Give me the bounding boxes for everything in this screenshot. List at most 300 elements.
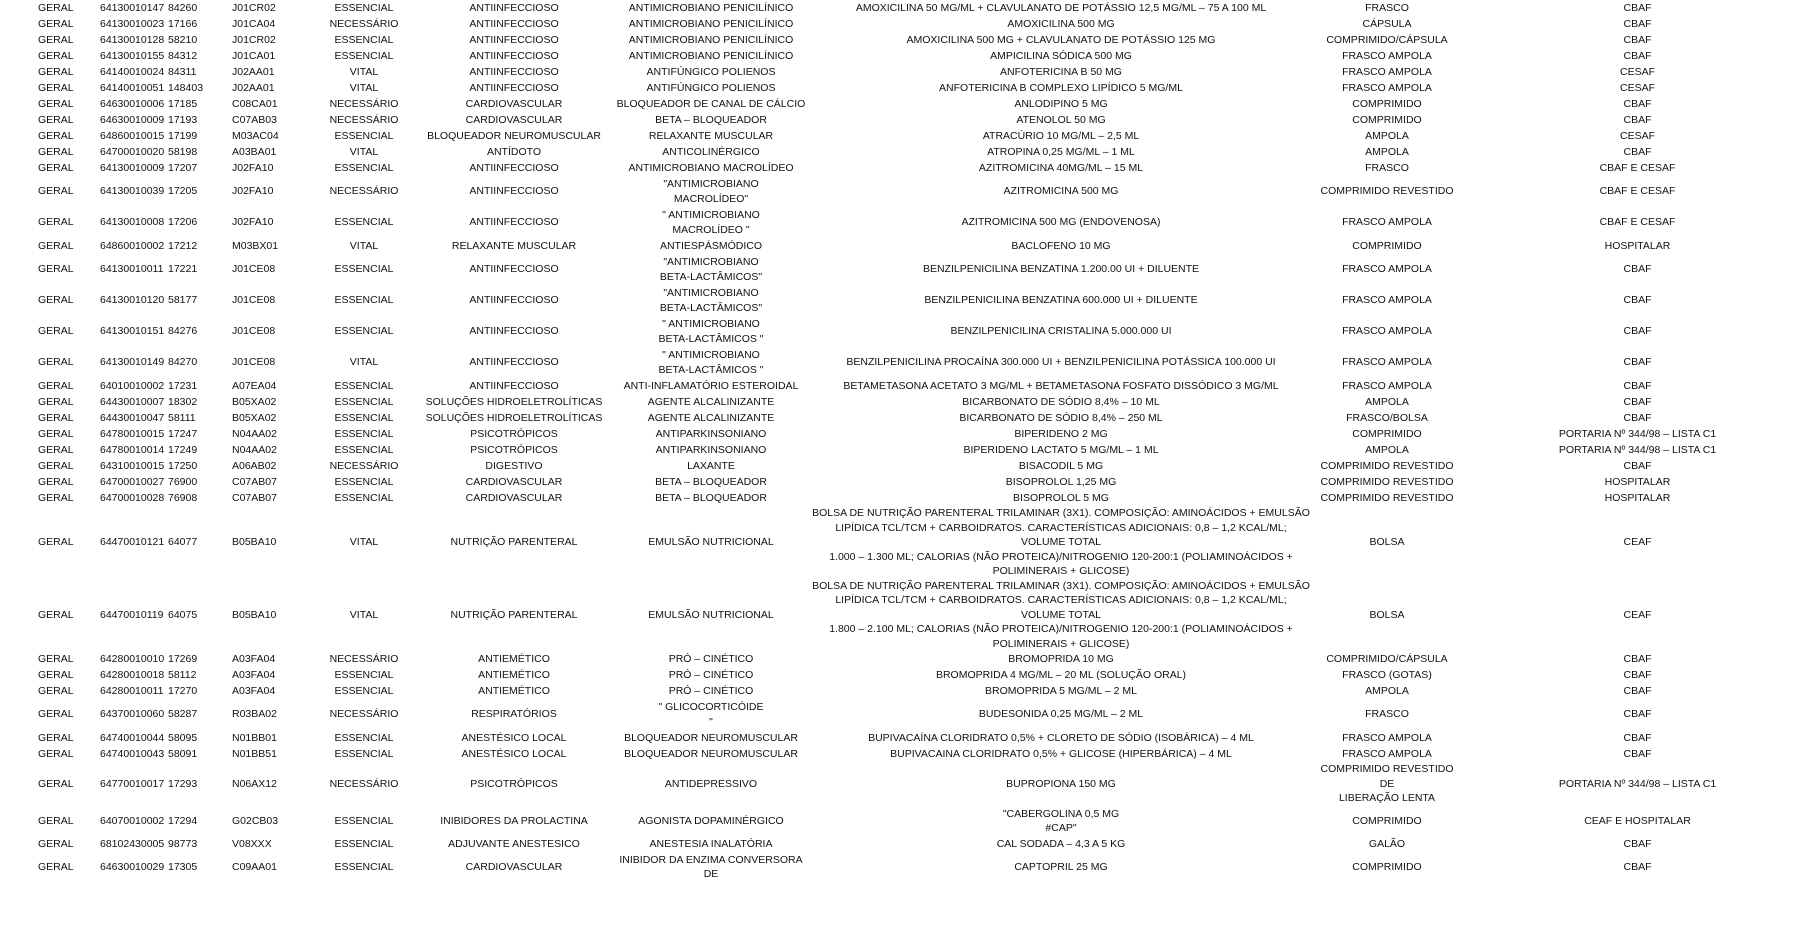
table-row — [0, 238, 1813, 254]
cell-category: GERAL — [38, 668, 74, 681]
cell-category: GERAL — [38, 325, 74, 338]
cell-presentation: AMPOLA — [1365, 443, 1409, 456]
cell-medication-description: BICARBONATO DE SÓDIO 8,4% – 10 ML — [962, 395, 1160, 408]
table-row — [0, 128, 1813, 144]
cell-category: GERAL — [38, 443, 74, 456]
cell-medication-description: BIPERIDENO 2 MG — [1014, 427, 1108, 440]
cell-therapeutic-group: ANTIINFECCIOSO — [469, 185, 559, 198]
cell-item-code: 98773 — [168, 838, 198, 851]
cell-dispensing-component: HOSPITALAR — [1604, 491, 1671, 504]
cell-therapeutic-group: ANTIINFECCIOSO — [469, 325, 559, 338]
cell-atc-code: M03AC04 — [232, 129, 279, 142]
cell-item-code: 58177 — [168, 294, 198, 307]
cell-presentation: COMPRIMIDO — [1352, 860, 1422, 873]
cell-atc-code: B05BA10 — [232, 536, 277, 548]
cell-therapeutic-group: ANTIEMÉTICO — [478, 652, 550, 665]
cell-item-code: 58091 — [168, 747, 198, 760]
cell-medication-description: BISOPROLOL 1,25 MG — [1005, 475, 1117, 488]
cell-pharmacological-class: BLOQUEADOR NEUROMUSCULAR — [624, 747, 798, 760]
cell-classification: VITAL — [349, 536, 379, 548]
cell-catmat-code: 68102430005 — [100, 838, 165, 851]
cell-catmat-code: 64140010051 — [100, 81, 165, 94]
cell-presentation: FRASCO — [1365, 1, 1409, 14]
cell-category: GERAL — [38, 65, 74, 78]
cell-medication-description: BROMOPRIDA 10 MG — [1008, 652, 1114, 665]
cell-atc-code: C07AB07 — [232, 475, 277, 488]
table-row — [0, 762, 1813, 806]
cell-classification: ESSENCIAL — [334, 294, 394, 307]
cell-atc-code: N04AA02 — [232, 427, 277, 440]
cell-presentation: COMPRIMIDO — [1352, 239, 1422, 252]
cell-therapeutic-group: CARDIOVASCULAR — [465, 113, 563, 126]
cell-atc-code: J01CR02 — [232, 1, 276, 14]
cell-dispensing-component: CBAF — [1623, 395, 1652, 408]
table-row — [0, 667, 1813, 683]
cell-item-code: 76900 — [168, 475, 198, 488]
cell-classification: ESSENCIAL — [334, 814, 394, 827]
cell-atc-code: J01CE08 — [232, 263, 276, 276]
cell-dispensing-component: CBAF — [1623, 113, 1652, 126]
cell-pharmacological-class: AGENTE ALCALINIZANTE — [647, 411, 775, 424]
cell-pharmacological-class: " ANTIMICROBIANO MACROLÍDEO " — [662, 209, 760, 236]
cell-medication-description: BENZILPENICILINA CRISTALINA 5.000.000 UI — [950, 325, 1172, 338]
cell-medication-description: "CABERGOLINA 0,5 MG #CAP" — [1002, 807, 1120, 834]
cell-presentation: COMPRIMIDO — [1352, 427, 1422, 440]
cell-medication-description: AMPICILINA SÓDICA 500 MG — [990, 49, 1132, 62]
cell-pharmacological-class: ANTIPARKINSONIANO — [655, 443, 767, 456]
cell-dispensing-component: CBAF — [1623, 652, 1652, 665]
cell-classification: NECESSÁRIO — [329, 777, 399, 790]
cell-presentation: AMPOLA — [1365, 145, 1409, 158]
cell-medication-description: BETAMETASONA ACETATO 3 MG/ML + BETAMETASONA FOSFATO DISSÓDICO 3 MG/ML — [843, 379, 1279, 392]
cell-therapeutic-group: NUTRIÇÃO PARENTERAL — [450, 536, 578, 548]
cell-catmat-code: 64130010039 — [100, 185, 165, 198]
cell-item-code: 64077 — [168, 536, 198, 548]
cell-medication-description: AZITROMICINA 500 MG — [1003, 185, 1119, 198]
cell-atc-code: C09AA01 — [232, 860, 277, 873]
cell-category: GERAL — [38, 379, 74, 392]
cell-dispensing-component: CBAF — [1623, 668, 1652, 681]
cell-medication-description: BICARBONATO DE SÓDIO 8,4% – 250 ML — [959, 411, 1163, 424]
table-row — [0, 378, 1813, 394]
cell-catmat-code: 64280010018 — [100, 668, 165, 681]
cell-medication-description: BUPIVACAINA CLORIDRATO 0,5% + GLICOSE (HIPERBÁRICA) – 4 ML — [890, 747, 1232, 760]
cell-medication-description: AMOXICILINA 50 MG/ML + CLAVULANATO DE POTÁSSIO 12,5 MG/ML – 75 A 100 ML — [855, 1, 1267, 14]
cell-therapeutic-group: PSICOTRÓPICOS — [470, 427, 558, 440]
cell-category: GERAL — [38, 33, 74, 46]
cell-category: GERAL — [38, 427, 74, 440]
cell-pharmacological-class: RELAXANTE MUSCULAR — [648, 129, 774, 142]
cell-pharmacological-class: " ANTIMICROBIANO BETA-LACTÂMICOS " — [658, 349, 764, 376]
cell-item-code: 17166 — [168, 17, 198, 30]
cell-therapeutic-group: BLOQUEADOR NEUROMUSCULAR — [427, 129, 601, 142]
cell-atc-code: J01CE08 — [232, 356, 276, 369]
cell-atc-code: J01CA04 — [232, 17, 276, 30]
cell-catmat-code: 64130010155 — [100, 49, 165, 62]
cell-category: GERAL — [38, 536, 74, 548]
table-row — [0, 490, 1813, 506]
cell-atc-code: J02FA10 — [232, 161, 274, 174]
cell-dispensing-component: PORTARIA Nº 344/98 – LISTA C1 — [1558, 427, 1717, 440]
cell-category: GERAL — [38, 814, 74, 827]
cell-category: GERAL — [38, 356, 74, 369]
cell-classification: VITAL — [349, 356, 379, 369]
cell-medication-description: BOLSA DE NUTRIÇÃO PARENTERAL TRILAMINAR (3X1). COMPOSIÇÃO: AMINOÁCIDOS + EMULSÃO LIPÍDICA TCL/TCM + CARBOIDRATOS. CARACTERÍSTICAS ADICIONAIS: 0,8 – 1,2 KCAL/ML; VOLUME TOTAL 1.000 – 1.300 ML; CALORIAS (NÃO PROTEICA)/NITROGENIO 120-200:1 (POLIAMINOÁCIDOS + POLIMINERAIS + GLICOSE) — [812, 507, 1310, 577]
cell-classification: NECESSÁRIO — [329, 652, 399, 665]
cell-atc-code: J02AA01 — [232, 65, 275, 78]
cell-item-code: 17247 — [168, 427, 198, 440]
cell-dispensing-component: CESAF — [1620, 129, 1656, 142]
cell-classification: ESSENCIAL — [334, 161, 394, 174]
cell-catmat-code: 64130010151 — [100, 325, 165, 338]
cell-presentation: FRASCO AMPOLA — [1342, 294, 1432, 307]
cell-item-code: 84260 — [168, 1, 198, 14]
cell-therapeutic-group: SOLUÇÕES HIDROELETROLÍTICAS — [425, 395, 603, 408]
cell-presentation: FRASCO AMPOLA — [1342, 325, 1432, 338]
cell-classification: ESSENCIAL — [334, 33, 394, 46]
cell-therapeutic-group: NUTRIÇÃO PARENTERAL — [450, 608, 578, 621]
cell-atc-code: A07EA04 — [232, 379, 277, 392]
cell-presentation: COMPRIMIDO REVESTIDO — [1320, 459, 1454, 472]
cell-pharmacological-class: BLOQUEADOR NEUROMUSCULAR — [624, 731, 798, 744]
cell-medication-description: BROMOPRIDA 4 MG/ML – 20 ML (SOLUÇÃO ORAL) — [935, 668, 1187, 681]
cell-item-code: 84312 — [168, 49, 198, 62]
cell-therapeutic-group: RESPIRATÓRIOS — [471, 708, 557, 721]
cell-therapeutic-group: ANTÍDOTO — [486, 145, 542, 158]
cell-dispensing-component: PORTARIA Nº 344/98 – LISTA C1 — [1558, 443, 1717, 456]
cell-presentation: FRASCO — [1365, 161, 1409, 174]
table-row — [0, 730, 1813, 746]
cell-pharmacological-class: PRÓ – CINÉTICO — [668, 652, 754, 665]
cell-therapeutic-group: ANESTÉSICO LOCAL — [461, 731, 567, 744]
table-row — [0, 579, 1813, 652]
cell-presentation: FRASCO AMPOLA — [1342, 49, 1432, 62]
cell-category: GERAL — [38, 81, 74, 94]
cell-classification: ESSENCIAL — [334, 860, 394, 873]
cell-therapeutic-group: RELAXANTE MUSCULAR — [451, 239, 577, 252]
cell-item-code: 17250 — [168, 459, 198, 472]
cell-category: GERAL — [38, 491, 74, 504]
cell-pharmacological-class: AGONISTA DOPAMINÉRGICO — [638, 814, 784, 827]
cell-atc-code: M03BX01 — [232, 239, 279, 252]
cell-medication-description: ANFOTERICINA B COMPLEXO LIPÍDICO 5 MG/ML — [939, 81, 1183, 94]
cell-classification: ESSENCIAL — [334, 411, 394, 424]
cell-catmat-code: 64130010120 — [100, 294, 165, 307]
cell-medication-description: BENZILPENICILINA BENZATINA 600.000 UI + DILUENTE — [924, 294, 1198, 307]
cell-classification: ESSENCIAL — [334, 379, 394, 392]
cell-catmat-code: 64630010006 — [100, 97, 165, 110]
cell-pharmacological-class: ANTIMICROBIANO MACROLÍDEO — [628, 161, 794, 174]
cell-catmat-code: 64130010147 — [100, 1, 165, 14]
table-row — [0, 506, 1813, 579]
cell-atc-code: A03FA04 — [232, 668, 276, 681]
table-row — [0, 426, 1813, 442]
cell-item-code: 17305 — [168, 860, 198, 873]
cell-item-code: 17269 — [168, 652, 198, 665]
cell-medication-description: ANFOTERICINA B 50 MG — [1000, 65, 1122, 78]
cell-category: GERAL — [38, 294, 74, 307]
cell-atc-code: N01BB01 — [232, 731, 277, 744]
cell-classification: ESSENCIAL — [334, 427, 394, 440]
cell-classification: VITAL — [349, 608, 379, 621]
cell-classification: NECESSÁRIO — [329, 97, 399, 110]
cell-catmat-code: 64700010028 — [100, 491, 165, 504]
cell-catmat-code: 64130010149 — [100, 356, 165, 369]
cell-category: GERAL — [38, 113, 74, 126]
cell-medication-description: ATENOLOL 50 MG — [1016, 113, 1106, 126]
cell-therapeutic-group: PSICOTRÓPICOS — [470, 777, 558, 790]
cell-catmat-code: 64370010060 — [100, 708, 165, 721]
cell-dispensing-component: CBAF E CESAF — [1599, 185, 1676, 198]
cell-classification: ESSENCIAL — [334, 325, 394, 338]
cell-medication-description: AZITROMICINA 500 MG (ENDOVENOSA) — [961, 216, 1161, 229]
cell-category: GERAL — [38, 608, 74, 621]
cell-catmat-code: 64010010002 — [100, 379, 165, 392]
cell-pharmacological-class: "ANTIMICROBIANO BETA-LACTÂMICOS" — [659, 287, 763, 314]
cell-dispensing-component: CBAF — [1623, 97, 1652, 110]
cell-therapeutic-group: ANESTÉSICO LOCAL — [461, 747, 567, 760]
cell-dispensing-component: CBAF — [1623, 459, 1652, 472]
cell-dispensing-component: CEAF — [1623, 608, 1652, 621]
cell-medication-description: ATRACÚRIO 10 MG/ML – 2,5 ML — [982, 129, 1140, 142]
cell-atc-code: R03BA02 — [232, 708, 277, 721]
cell-category: GERAL — [38, 684, 74, 697]
cell-atc-code: N06AX12 — [232, 777, 277, 790]
cell-dispensing-component: CBAF — [1623, 1, 1652, 14]
cell-classification: ESSENCIAL — [334, 684, 394, 697]
cell-dispensing-component: CBAF — [1623, 747, 1652, 760]
cell-item-code: 84270 — [168, 356, 198, 369]
cell-presentation: COMPRIMIDO — [1352, 113, 1422, 126]
cell-pharmacological-class: BETA – BLOQUEADOR — [655, 113, 767, 126]
cell-pharmacological-class: PRÓ – CINÉTICO — [668, 684, 754, 697]
cell-catmat-code: 64470010119 — [100, 608, 164, 621]
cell-atc-code: J02AA01 — [232, 81, 275, 94]
cell-presentation: COMPRIMIDO REVESTIDO — [1320, 475, 1454, 488]
cell-category: GERAL — [38, 838, 74, 851]
cell-atc-code: C07AB03 — [232, 113, 277, 126]
cell-pharmacological-class: BLOQUEADOR DE CANAL DE CÁLCIO — [616, 97, 806, 110]
cell-dispensing-component: CESAF — [1620, 81, 1656, 94]
table-row — [0, 64, 1813, 80]
cell-presentation: COMPRIMIDO REVESTIDO DE LIBERAÇÃO LENTA — [1320, 763, 1454, 804]
cell-presentation: FRASCO AMPOLA — [1342, 731, 1432, 744]
cell-therapeutic-group: ANTIINFECCIOSO — [469, 65, 559, 78]
cell-catmat-code: 64630010009 — [100, 113, 165, 126]
cell-atc-code: N01BB51 — [232, 747, 277, 760]
cell-therapeutic-group: SOLUÇÕES HIDROELETROLÍTICAS — [425, 411, 603, 424]
table-row — [0, 853, 1813, 882]
cell-category: GERAL — [38, 129, 74, 142]
cell-atc-code: J02FA10 — [232, 216, 274, 229]
cell-pharmacological-class: ANTI-INFLAMATÓRIO ESTEROIDAL — [623, 379, 799, 392]
cell-item-code: 84311 — [168, 65, 197, 78]
cell-medication-description: BENZILPENICILINA BENZATINA 1.200.00 UI + DILUENTE — [922, 263, 1200, 276]
table-row — [0, 160, 1813, 176]
cell-medication-description: ATROPINA 0,25 MG/ML – 1 ML — [987, 145, 1135, 158]
table-row — [0, 746, 1813, 762]
cell-classification: NECESSÁRIO — [329, 17, 399, 30]
cell-pharmacological-class: LAXANTE — [687, 459, 735, 472]
cell-pharmacological-class: ANTICOLINÉRGICO — [662, 145, 760, 158]
cell-dispensing-component: CBAF — [1623, 860, 1652, 873]
cell-medication-description: BISOPROLOL 5 MG — [1013, 491, 1109, 504]
cell-pharmacological-class: ANTIFÚNGICO POLIENOS — [646, 81, 776, 94]
cell-atc-code: J01CE08 — [232, 294, 276, 307]
cell-item-code: 84276 — [168, 325, 198, 338]
table-row — [0, 410, 1813, 426]
cell-catmat-code: 64130010009 — [100, 161, 165, 174]
cell-classification: ESSENCIAL — [334, 475, 394, 488]
cell-therapeutic-group: ANTIINFECCIOSO — [469, 263, 559, 276]
cell-classification: ESSENCIAL — [334, 395, 394, 408]
table-row — [0, 0, 1813, 16]
cell-pharmacological-class: ANTIMICROBIANO PENICILÍNICO — [628, 17, 794, 30]
cell-atc-code: V08XXX — [232, 838, 272, 851]
cell-pharmacological-class: ANTIFÚNGICO POLIENOS — [646, 65, 776, 78]
cell-presentation: COMPRIMIDO/CÁPSULA — [1326, 33, 1448, 46]
cell-pharmacological-class: PRÓ – CINÉTICO — [668, 668, 754, 681]
cell-classification: ESSENCIAL — [334, 1, 394, 14]
cell-pharmacological-class: INIBIDOR DA ENZIMA CONVERSORA DE — [619, 853, 803, 880]
cell-dispensing-component: CBAF — [1623, 33, 1652, 46]
table-row — [0, 394, 1813, 410]
cell-category: GERAL — [38, 860, 74, 873]
cell-presentation: BOLSA — [1369, 536, 1405, 548]
cell-classification: ESSENCIAL — [334, 129, 394, 142]
cell-atc-code: J02FA10 — [232, 185, 274, 198]
table-row — [0, 458, 1813, 474]
table-row — [0, 32, 1813, 48]
cell-catmat-code: 64280010011 — [100, 684, 164, 697]
cell-presentation: GALÃO — [1368, 838, 1406, 851]
cell-catmat-code: 64130010128 — [100, 33, 165, 46]
table-row — [0, 207, 1813, 238]
cell-classification: ESSENCIAL — [334, 263, 394, 276]
cell-pharmacological-class: EMULSÃO NUTRICIONAL — [648, 536, 774, 548]
cell-catmat-code: 64430010047 — [100, 411, 165, 424]
cell-dispensing-component: CBAF E CESAF — [1599, 161, 1676, 174]
cell-item-code: 58111 — [168, 411, 196, 424]
table-row — [0, 80, 1813, 96]
cell-catmat-code: 64280010010 — [100, 652, 165, 665]
cell-category: GERAL — [38, 49, 74, 62]
cell-therapeutic-group: CARDIOVASCULAR — [465, 475, 563, 488]
cell-item-code: 17193 — [168, 113, 198, 126]
cell-item-code: 17294 — [168, 814, 198, 827]
cell-presentation: FRASCO AMPOLA — [1342, 263, 1432, 276]
cell-therapeutic-group: ANTIINFECCIOSO — [469, 294, 559, 307]
cell-medication-description: BIPERIDENO LACTATO 5 MG/ML – 1 ML — [963, 443, 1159, 456]
cell-catmat-code: 64470010121 — [100, 536, 165, 548]
cell-classification: ESSENCIAL — [334, 838, 394, 851]
cell-classification: NECESSÁRIO — [329, 708, 399, 721]
cell-presentation: AMPOLA — [1365, 129, 1409, 142]
cell-atc-code: N04AA02 — [232, 443, 277, 456]
cell-category: GERAL — [38, 216, 74, 229]
cell-therapeutic-group: ANTIINFECCIOSO — [469, 81, 559, 94]
cell-category: GERAL — [38, 239, 74, 252]
cell-presentation: COMPRIMIDO — [1352, 814, 1422, 827]
cell-therapeutic-group: ANTIINFECCIOSO — [469, 1, 559, 14]
cell-dispensing-component: CEAF — [1623, 536, 1652, 548]
cell-classification: NECESSÁRIO — [329, 459, 399, 472]
table-row — [0, 16, 1813, 32]
cell-medication-description: BISACODIL 5 MG — [1018, 459, 1104, 472]
cell-classification: ESSENCIAL — [334, 668, 394, 681]
cell-pharmacological-class: EMULSÃO NUTRICIONAL — [648, 608, 774, 621]
cell-item-code: 58210 — [168, 33, 198, 46]
cell-atc-code: C08CA01 — [232, 97, 278, 110]
cell-presentation: FRASCO AMPOLA — [1342, 65, 1432, 78]
cell-atc-code: B05XA02 — [232, 395, 277, 408]
cell-pharmacological-class: ANTIMICROBIANO PENICILÍNICO — [628, 1, 794, 14]
cell-dispensing-component: PORTARIA Nº 344/98 – LISTA C1 — [1558, 777, 1717, 790]
cell-atc-code: A06AB02 — [232, 459, 277, 472]
table-row — [0, 96, 1813, 112]
cell-item-code: 58112 — [168, 668, 197, 681]
cell-item-code: 17249 — [168, 443, 198, 456]
cell-pharmacological-class: ANESTESIA INALATÓRIA — [649, 838, 773, 851]
cell-item-code: 17212 — [168, 239, 198, 252]
cell-item-code: 17221 — [168, 263, 198, 276]
cell-medication-description: BENZILPENICILINA PROCAÍNA 300.000 UI + BENZILPENICILINA POTÁSSICA 100.000 UI — [846, 356, 1276, 369]
cell-presentation: COMPRIMIDO — [1352, 97, 1422, 110]
cell-catmat-code: 64130010023 — [100, 17, 165, 30]
cell-presentation: COMPRIMIDO/CÁPSULA — [1326, 652, 1448, 665]
cell-therapeutic-group: INIBIDORES DA PROLACTINA — [440, 814, 588, 827]
cell-dispensing-component: CBAF — [1623, 708, 1652, 721]
cell-medication-description: BUPIVACAÍNA CLORIDRATO 0,5% + CLORETO DE SÓDIO (ISOBÁRICA) – 4 ML — [868, 731, 1254, 744]
cell-atc-code: A03FA04 — [232, 684, 276, 697]
cell-therapeutic-group: ANTIINFECCIOSO — [469, 49, 559, 62]
cell-presentation: FRASCO AMPOLA — [1342, 747, 1432, 760]
cell-catmat-code: 64070010002 — [100, 814, 165, 827]
cell-atc-code: G02CB03 — [232, 814, 279, 827]
table-row — [0, 48, 1813, 64]
cell-item-code: 17231 — [168, 379, 198, 392]
cell-dispensing-component: CBAF — [1623, 411, 1652, 424]
cell-dispensing-component: CBAF — [1623, 145, 1652, 158]
cell-catmat-code: 64780010014 — [100, 443, 165, 456]
cell-category: GERAL — [38, 731, 74, 744]
cell-presentation: CÁPSULA — [1362, 17, 1412, 30]
table-row — [0, 176, 1813, 207]
cell-catmat-code: 64130010011 — [100, 263, 164, 276]
cell-atc-code: J01CE08 — [232, 325, 276, 338]
cell-item-code: 17293 — [168, 777, 198, 790]
cell-medication-description: AMOXICILINA 500 MG + CLAVULANATO DE POTÁSSIO 125 MG — [906, 33, 1216, 46]
cell-classification: NECESSÁRIO — [329, 113, 399, 126]
cell-category: GERAL — [38, 708, 74, 721]
cell-dispensing-component: CESAF — [1620, 65, 1656, 78]
cell-catmat-code: 64630010029 — [100, 860, 165, 873]
cell-medication-description: BUDESONIDA 0,25 MG/ML – 2 ML — [978, 708, 1144, 721]
cell-item-code: 18302 — [168, 395, 198, 408]
cell-catmat-code: 64740010043 — [100, 747, 165, 760]
cell-category: GERAL — [38, 185, 74, 198]
cell-dispensing-component: CBAF — [1623, 17, 1652, 30]
cell-dispensing-component: CBAF — [1623, 263, 1652, 276]
cell-classification: NECESSÁRIO — [329, 185, 399, 198]
cell-therapeutic-group: CARDIOVASCULAR — [465, 97, 563, 110]
cell-therapeutic-group: ANTIINFECCIOSO — [469, 216, 559, 229]
cell-pharmacological-class: BETA – BLOQUEADOR — [655, 475, 767, 488]
cell-pharmacological-class: ANTIMICROBIANO PENICILÍNICO — [628, 33, 794, 46]
table-row — [0, 837, 1813, 853]
cell-atc-code: C07AB07 — [232, 491, 277, 504]
cell-dispensing-component: CBAF — [1623, 379, 1652, 392]
